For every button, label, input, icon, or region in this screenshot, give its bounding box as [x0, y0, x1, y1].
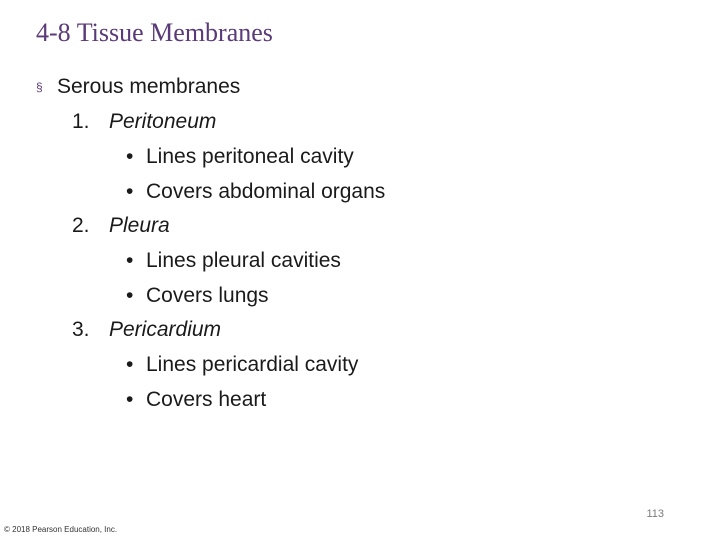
detail-item — [126, 144, 354, 170]
detail-text: Lines pleural cavities — [146, 249, 341, 272]
detail-item — [126, 179, 385, 205]
item-number: 2. — [72, 214, 90, 237]
list-item-pericardium — [72, 317, 221, 343]
slide-title: 4-8 Tissue Membranes — [36, 18, 273, 47]
bullet-serous-membranes — [36, 74, 240, 100]
detail-text: Covers lungs — [146, 284, 269, 307]
dot-bullet-icon: • — [126, 388, 134, 411]
item-name: Pleura — [109, 214, 170, 237]
detail-text: Covers heart — [146, 388, 267, 411]
page-number: 113 — [646, 508, 664, 520]
item-name: Pericardium — [109, 318, 222, 341]
detail-item — [126, 387, 266, 413]
detail-text: Lines pericardial cavity — [146, 353, 359, 376]
dot-bullet-icon: • — [126, 353, 134, 376]
detail-item — [126, 248, 341, 274]
detail-item — [126, 283, 269, 309]
dot-bullet-icon: • — [126, 249, 134, 272]
heading-text: Serous membranes — [57, 75, 241, 98]
item-name: Peritoneum — [109, 110, 217, 133]
item-number: 3. — [72, 318, 90, 341]
item-number: 1. — [72, 110, 90, 133]
detail-item — [126, 352, 358, 378]
copyright-notice: © 2018 Pearson Education, Inc. — [4, 525, 118, 534]
square-bullet-icon: § — [36, 80, 43, 94]
list-item-peritoneum — [72, 109, 216, 135]
detail-text: Lines peritoneal cavity — [146, 145, 354, 168]
dot-bullet-icon: • — [126, 180, 134, 203]
list-item-pleura — [72, 213, 170, 239]
dot-bullet-icon: • — [126, 284, 134, 307]
detail-text: Covers abdominal organs — [146, 180, 386, 203]
dot-bullet-icon: • — [126, 145, 134, 168]
